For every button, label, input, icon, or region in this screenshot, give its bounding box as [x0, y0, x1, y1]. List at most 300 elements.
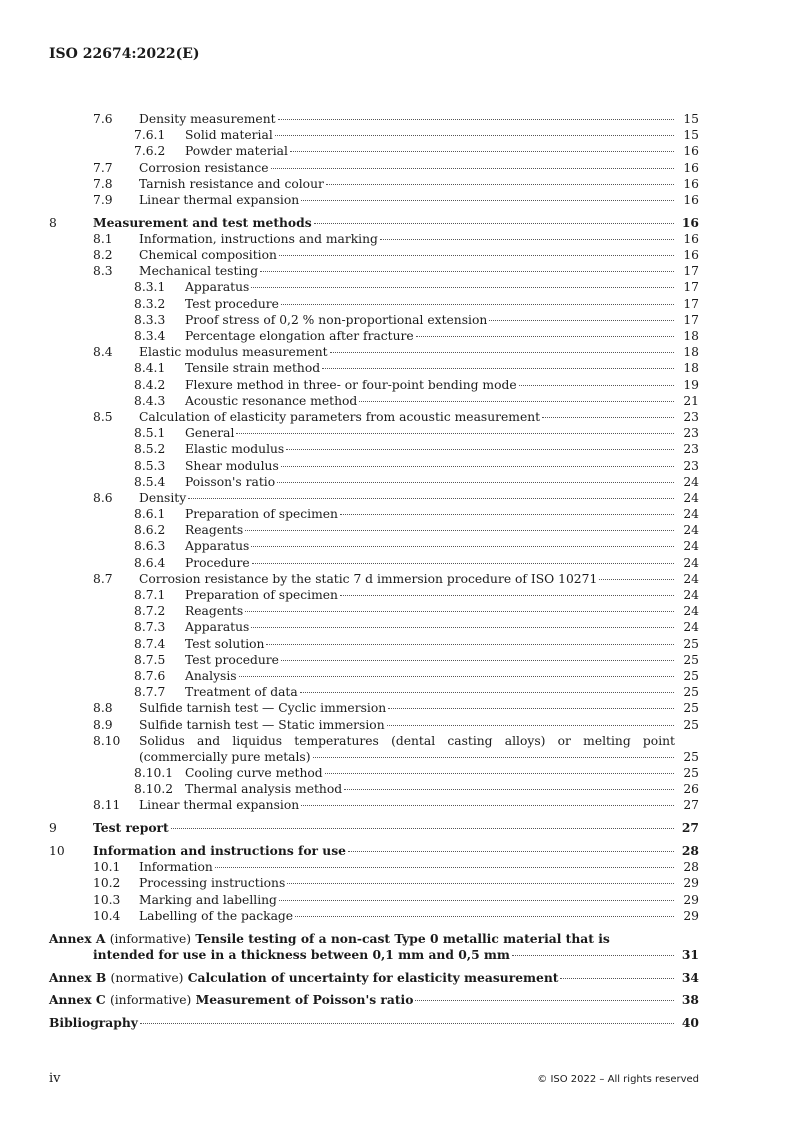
page-ref: 38 [681, 992, 699, 1008]
section-title-text: Flexure method in three- or four-point bending mode [185, 377, 517, 392]
toc-entry[interactable] [49, 684, 699, 700]
toc-entry[interactable] [49, 409, 699, 425]
annex-entry[interactable] [49, 1015, 699, 1031]
toc-entry[interactable] [49, 587, 699, 603]
dot-leader [279, 255, 674, 256]
section-number: 8.4 [93, 345, 113, 360]
annex-label: Annex C [49, 992, 106, 1008]
section-title [185, 474, 675, 490]
section-title-text: Sulfide tarnish test — Static immersion [139, 717, 385, 732]
section-number: 8.7.5 [134, 652, 166, 667]
section-title [185, 619, 675, 635]
section-number: 8.3.2 [134, 296, 166, 311]
section-title [185, 377, 675, 393]
section-title [139, 490, 675, 506]
toc-entry[interactable] [49, 603, 699, 619]
section-title-text: Analysis [185, 668, 237, 683]
dot-leader [330, 352, 674, 353]
page-ref: 24 [683, 588, 699, 603]
section-title [185, 393, 675, 409]
toc-entry[interactable] [49, 571, 699, 587]
section-number: 8.5.2 [134, 442, 166, 457]
section-title-text: Shear modulus [185, 458, 279, 473]
page-ref: 16 [681, 214, 699, 230]
annex-line1 [49, 931, 675, 947]
section-title [185, 652, 675, 668]
section-number: 7.6.1 [134, 128, 166, 143]
section-number: 8.7.2 [134, 604, 166, 619]
page-ref: 25 [683, 668, 699, 683]
toc-entry[interactable] [49, 843, 699, 859]
section-title-text: Reagents [185, 604, 244, 619]
dot-leader [489, 320, 674, 321]
page-ref: 25 [683, 701, 699, 716]
section-title [185, 143, 675, 159]
dot-leader [236, 433, 674, 434]
dot-leader [260, 271, 674, 272]
section-title [185, 506, 675, 522]
section-title-text: Measurement and test methods [93, 214, 312, 230]
section-number: 8.4.1 [134, 361, 166, 376]
page-ref: 17 [683, 296, 699, 311]
section-title [185, 684, 675, 700]
annex-title [49, 992, 675, 1008]
section-title-text: Reagents [185, 523, 244, 538]
section-title [185, 441, 675, 457]
section-title [185, 425, 675, 441]
dot-leader [266, 644, 674, 645]
page-ref: 16 [683, 160, 699, 175]
section-title-text: Density [139, 490, 187, 505]
section-number: 8.6.1 [134, 507, 166, 522]
section-title [185, 781, 675, 797]
section-title [185, 312, 675, 328]
section-title [139, 176, 675, 192]
section-title-text: Cooling curve method [185, 766, 323, 781]
page-ref: 27 [683, 798, 699, 813]
section-title [139, 111, 675, 127]
dot-leader [251, 546, 674, 547]
toc-entry[interactable] [49, 474, 699, 490]
toc-entry[interactable] [49, 892, 699, 908]
toc-entry[interactable] [49, 231, 699, 247]
section-title [139, 571, 675, 587]
section-title-text: Information [139, 860, 213, 875]
toc-entry[interactable] [49, 127, 699, 143]
section-number: 8.7.7 [134, 685, 166, 700]
page-ref: 31 [681, 946, 699, 962]
section-title-text: Test procedure [185, 296, 279, 311]
toc-entry[interactable] [49, 312, 699, 328]
annex-title-line1: Tensile testing of a non-cast Type 0 metallic material that is [195, 930, 610, 946]
page-ref: 40 [681, 1015, 699, 1031]
dot-leader [519, 385, 674, 386]
section-number: 8.7.1 [134, 588, 166, 603]
section-number: 7.7 [93, 160, 113, 175]
section-title [139, 908, 675, 924]
table-of-contents [49, 111, 699, 1031]
section-number: 8.5.3 [134, 458, 166, 473]
toc-entry[interactable] [49, 668, 699, 684]
dot-leader [215, 867, 674, 868]
document-id: ISO 22674:2022(E) [49, 46, 200, 62]
section-title-text: Calculation of elasticity parameters from acoustic measurement [139, 409, 541, 424]
dot-leader [281, 304, 674, 305]
section-number: 8.5.1 [134, 426, 166, 441]
dot-leader [416, 336, 674, 337]
page-ref: 23 [683, 426, 699, 441]
section-title [185, 668, 675, 684]
page-ref: 23 [683, 409, 699, 424]
annex-entry[interactable] [49, 992, 699, 1008]
section-title [139, 192, 675, 208]
section-title [139, 160, 675, 176]
dot-leader [322, 368, 674, 369]
section-title-text: Poisson's ratio [185, 474, 276, 489]
section-title-text: Proof stress of 0,2 % non-proportional extension [185, 312, 488, 327]
section-title [139, 409, 675, 425]
section-title-text: Powder material [185, 144, 288, 159]
toc-entry[interactable] [49, 176, 699, 192]
dot-leader [560, 978, 674, 979]
annex-title-text: Calculation of uncertainty for elasticity measurement [187, 969, 559, 985]
section-title [139, 700, 675, 716]
page-ref: 15 [683, 128, 699, 143]
page-ref: 24 [683, 490, 699, 505]
section-title [185, 603, 675, 619]
section-number: 8.6.3 [134, 539, 166, 554]
section-number: 8.1 [93, 231, 113, 246]
page-ref: 24 [683, 604, 699, 619]
page-ref: 25 [683, 685, 699, 700]
section-title-text: Corrosion resistance by the static 7 d immersion procedure of ISO 10271 [139, 571, 598, 586]
dot-leader [286, 449, 674, 450]
section-title-text: Marking and labelling [139, 892, 277, 907]
section-title-text: Density measurement [139, 112, 276, 126]
section-title-text: Information and instructions for use [93, 843, 346, 859]
section-number: 10.4 [93, 908, 121, 923]
section-number: 8.8 [93, 701, 113, 716]
dot-leader [344, 789, 674, 790]
toc-entry[interactable] [49, 797, 699, 813]
section-number: 8.10.1 [134, 766, 174, 781]
toc-entry[interactable] [49, 908, 699, 924]
annex-label: Annex A [49, 930, 106, 946]
section-title-text: Mechanical testing [139, 264, 259, 279]
section-title-text: Percentage elongation after fracture [185, 329, 414, 344]
section-number: 8.2 [93, 248, 113, 263]
toc-entry[interactable] [49, 143, 699, 159]
toc-entry[interactable] [49, 733, 699, 765]
dot-leader [188, 498, 674, 499]
section-number: 8.4.3 [134, 393, 166, 408]
page-ref: 16 [683, 144, 699, 159]
annex-title [49, 1015, 675, 1031]
dot-leader [325, 773, 674, 774]
annex-heading [49, 992, 413, 1008]
page-ref: 16 [683, 231, 699, 246]
page-ref: 28 [681, 843, 699, 859]
section-title [185, 127, 675, 143]
dot-leader [251, 287, 674, 288]
toc-entry[interactable] [49, 247, 699, 263]
toc-entry[interactable] [49, 538, 699, 554]
section-number: 8.3.1 [134, 280, 166, 295]
section-title-text: Chemical composition [139, 248, 277, 263]
dot-leader [252, 563, 674, 564]
section-number: 8.3 [93, 264, 113, 279]
toc-entry[interactable] [49, 160, 699, 176]
section-number: 8.7.6 [134, 668, 166, 683]
toc-entry[interactable] [49, 192, 699, 208]
page-ref: 24 [683, 523, 699, 538]
section-title [139, 717, 675, 733]
section-title-line1: Solidus and liquidus temperatures (dental casting alloys) or melting point [139, 733, 675, 748]
page-ref: 25 [683, 766, 699, 781]
toc-entry[interactable] [49, 820, 699, 836]
dot-leader [359, 401, 674, 402]
page-ref: 17 [683, 312, 699, 327]
section-title [139, 875, 675, 891]
annex-heading [49, 970, 558, 986]
section-number: 8.5.4 [134, 474, 166, 489]
section-number: 8.7.4 [134, 636, 166, 651]
section-number: 10 [49, 844, 65, 859]
page-ref: 23 [683, 442, 699, 457]
toc-entry[interactable] [49, 458, 699, 474]
toc-entry[interactable] [49, 296, 699, 312]
section-title [185, 765, 675, 781]
dot-leader [279, 900, 674, 901]
annex-heading [49, 931, 610, 947]
dot-leader [140, 1023, 674, 1024]
section-title-text: Preparation of specimen [185, 588, 338, 603]
annex-kind: (informative) [109, 931, 192, 946]
dot-leader [387, 725, 674, 726]
dot-leader [239, 676, 674, 677]
section-title [93, 215, 675, 231]
section-title-text: Apparatus [185, 539, 250, 554]
page-ref: 34 [681, 969, 699, 985]
section-title-text: Tensile strain method [185, 361, 321, 376]
section-title-line2-wrap [139, 749, 675, 765]
annex-label: Bibliography [49, 1015, 138, 1031]
section-title-text: Linear thermal expansion [139, 798, 300, 813]
section-title-text: Information, instructions and marking [139, 231, 378, 246]
page-ref: 29 [683, 908, 699, 923]
toc-entry[interactable] [49, 263, 699, 279]
toc-entry[interactable] [49, 875, 699, 891]
section-title [139, 733, 675, 765]
section-title [93, 843, 675, 859]
toc-entry[interactable] [49, 490, 699, 506]
section-number: 10.3 [93, 892, 121, 907]
section-title [139, 859, 675, 875]
section-title [139, 344, 675, 360]
section-number: 7.8 [93, 176, 113, 191]
dot-leader [251, 627, 674, 628]
section-title [139, 263, 675, 279]
dot-leader [287, 883, 674, 884]
page-ref: 16 [683, 192, 699, 207]
section-title [185, 636, 675, 652]
section-title-text: Thermal analysis method [185, 782, 343, 797]
dot-leader [290, 151, 674, 152]
page-ref: 24 [683, 539, 699, 554]
dot-leader [171, 828, 674, 829]
section-title-text: Preparation of specimen [185, 507, 338, 522]
section-title [185, 587, 675, 603]
section-title-text: Test solution [185, 636, 265, 651]
dot-leader [542, 417, 674, 418]
toc-entry[interactable] [49, 717, 699, 733]
toc-entry[interactable] [49, 765, 699, 781]
section-number: 8.3.4 [134, 329, 166, 344]
page-ref: 24 [683, 555, 699, 570]
toc-entry[interactable] [49, 506, 699, 522]
section-title-text: Test procedure [185, 652, 279, 667]
section-title-text: Apparatus [185, 280, 250, 295]
dot-leader [277, 482, 674, 483]
annex-heading [49, 1015, 138, 1031]
page-ref: 21 [683, 393, 699, 408]
page-ref: 16 [683, 248, 699, 263]
page-ref: 24 [683, 571, 699, 586]
toc-entry[interactable] [49, 652, 699, 668]
section-title-text: Corrosion resistance [139, 160, 269, 175]
section-number: 9 [49, 821, 57, 836]
section-number: 8.7.3 [134, 620, 166, 635]
page-ref: 16 [683, 176, 699, 191]
toc-entry[interactable] [49, 344, 699, 360]
page-ref: 26 [683, 782, 699, 797]
toc-entry[interactable] [49, 360, 699, 376]
section-number: 8.6.2 [134, 523, 166, 538]
toc-entry[interactable] [49, 111, 699, 127]
annex-title-line2: intended for use in a thickness between 0,1 mm and 0,5 mm [93, 946, 510, 962]
annex-title [49, 970, 675, 986]
dot-leader [388, 708, 674, 709]
dot-leader [278, 119, 674, 120]
section-title [185, 296, 675, 312]
dot-leader [281, 466, 674, 467]
dot-leader [245, 530, 674, 531]
page-ref: 18 [683, 329, 699, 344]
page-ref: 25 [683, 717, 699, 732]
toc-entry[interactable] [49, 393, 699, 409]
section-title [185, 458, 675, 474]
section-title-text: Acoustic resonance method [185, 393, 358, 408]
page-ref: 19 [683, 377, 699, 392]
toc-entry[interactable] [49, 441, 699, 457]
dot-leader [599, 579, 674, 580]
toc-entry[interactable] [49, 859, 699, 875]
section-title [139, 247, 675, 263]
page-ref: 24 [683, 507, 699, 522]
section-title [139, 231, 675, 247]
page-ref: 28 [683, 860, 699, 875]
annex-kind: (normative) [110, 970, 184, 985]
section-title-line2: (commercially pure metals) [139, 749, 311, 764]
dot-leader [313, 757, 674, 758]
toc-entry[interactable] [49, 619, 699, 635]
page-ref: 25 [683, 749, 699, 764]
section-title-text: Sulfide tarnish test — Cyclic immersion [139, 701, 387, 716]
dot-leader [326, 184, 674, 185]
page-ref: 29 [683, 892, 699, 907]
section-title-text: General [185, 426, 235, 441]
section-number: 7.6.2 [134, 144, 166, 159]
section-title-text: Apparatus [185, 620, 250, 635]
section-number: 8 [49, 215, 57, 230]
toc-entry[interactable] [49, 555, 699, 571]
section-number: 8.5 [93, 409, 113, 424]
page-ref: 15 [683, 112, 699, 126]
section-title-text: Treatment of data [185, 685, 298, 700]
section-number: 8.10.2 [134, 782, 174, 797]
toc-entry[interactable] [49, 636, 699, 652]
toc-entry[interactable] [49, 522, 699, 538]
toc-entry[interactable] [49, 215, 699, 231]
page-number: iv [49, 1071, 61, 1086]
toc-entry[interactable] [49, 279, 699, 295]
dot-leader [295, 916, 674, 917]
annex-label: Annex B [49, 969, 107, 985]
page-ref: 17 [683, 280, 699, 295]
section-title-text: Test report [93, 820, 169, 836]
section-title [139, 797, 675, 813]
page-ref: 24 [683, 620, 699, 635]
section-title [185, 538, 675, 554]
toc-entry[interactable] [49, 781, 699, 797]
section-number: 10.1 [93, 860, 121, 875]
section-title-text: Elastic modulus measurement [139, 345, 328, 360]
annex-entry[interactable] [49, 931, 699, 963]
page-ref: 23 [683, 458, 699, 473]
section-title-text: Tarnish resistance and colour [139, 176, 324, 191]
section-title [93, 820, 675, 836]
dot-leader [301, 805, 674, 806]
section-number: 8.6 [93, 490, 113, 505]
section-title-text: Solid material [185, 128, 273, 143]
toc-entry[interactable] [49, 328, 699, 344]
dot-leader [415, 1000, 674, 1001]
annex-kind: (informative) [109, 993, 192, 1008]
annex-line2 [49, 947, 675, 963]
page-ref: 29 [683, 876, 699, 891]
page-ref: 27 [681, 820, 699, 836]
section-title-text: Processing instructions [139, 876, 286, 891]
toc-entry[interactable] [49, 700, 699, 716]
page-ref: 25 [683, 652, 699, 667]
dot-leader [380, 239, 674, 240]
section-title [185, 522, 675, 538]
annex-title-text: Measurement of Poisson's ratio [195, 992, 414, 1008]
section-number: 7.6 [93, 112, 113, 126]
dot-leader [275, 135, 674, 136]
page-ref: 25 [683, 636, 699, 651]
toc-entry[interactable] [49, 377, 699, 393]
dot-leader [314, 223, 674, 224]
toc-entry[interactable] [49, 425, 699, 441]
section-title [185, 360, 675, 376]
section-title-text: Labelling of the package [139, 908, 294, 923]
section-number: 7.9 [93, 192, 113, 207]
page-ref: 24 [683, 474, 699, 489]
copyright-notice: © ISO 2022 – All rights reserved [537, 1074, 699, 1085]
annex-entry[interactable] [49, 970, 699, 986]
dot-leader [271, 168, 674, 169]
